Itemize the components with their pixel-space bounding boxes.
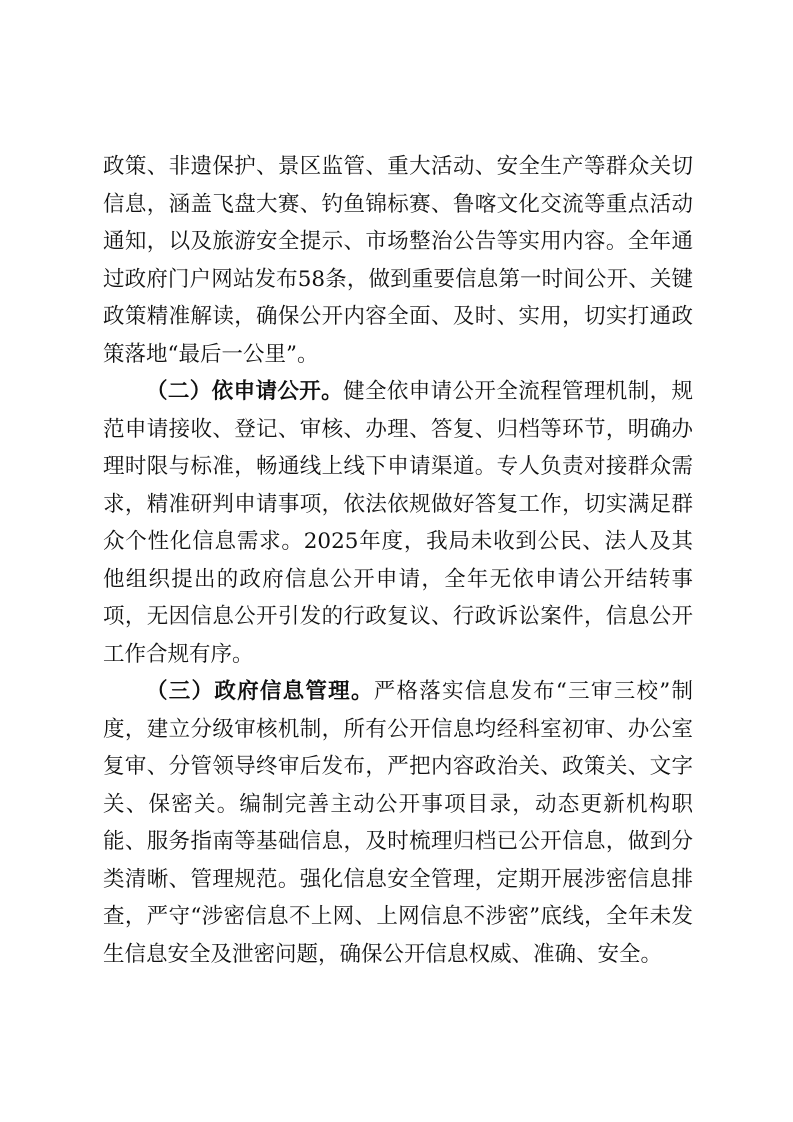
section-heading: （二）依申请公开。	[146, 379, 344, 404]
paragraph-text: 政策、非遗保护、景区监管、重大活动、安全生产等群众关切信息，涵盖飞盘大赛、钓鱼锦标赛、鲁喀文化交流等重点活动通知，以及旅游安全提示、市场整治公告等实用内容。全年通过政府门户网站发布58条，做到重要信息第一时间公开、关键政策精准解读，确保公开内容全面、及时、实用，切实打通政策落地“最后一公里”。	[103, 154, 693, 367]
paragraph-apply-disclosure	[103, 373, 693, 673]
paragraph-text: 健全依申请公开全流程管理机制，规范申请接收、登记、审核、办理、答复、归档等环节，明确办理时限与标准，畅通线上线下申请渠道。专人负责对接群众需求，精准研判申请事项，依法依规做好答复工作，切实满足群众个性化信息需求。2025年度，我局未收到公民、法人及其他组织提出的政府信息公开申请，全年无依申请公开结转事项，无因信息公开引发的行政复议、行政诉讼案件，信息公开工作合规有序。	[103, 379, 693, 667]
paragraph-info-management	[103, 673, 693, 973]
document-body	[103, 148, 693, 973]
section-heading: （三）政府信息管理。	[146, 679, 374, 704]
paragraph-text: 严格落实信息发布“三审三校”制度，建立分级审核机制，所有公开信息均经科室初审、办公室复审、分管领导终审后发布，严把内容政治关、政策关、文字关、保密关。编制完善主动公开事项目录，动态更新机构职能、服务指南等基础信息，及时梳理归档已公开信息，做到分类清晰、管理规范。强化信息安全管理，定期开展涉密信息排查，严守“涉密信息不上网、上网信息不涉密”底线，全年未发生信息安全及泄密问题，确保公开信息权威、准确、安全。	[103, 679, 693, 967]
paragraph-continued	[103, 148, 693, 373]
